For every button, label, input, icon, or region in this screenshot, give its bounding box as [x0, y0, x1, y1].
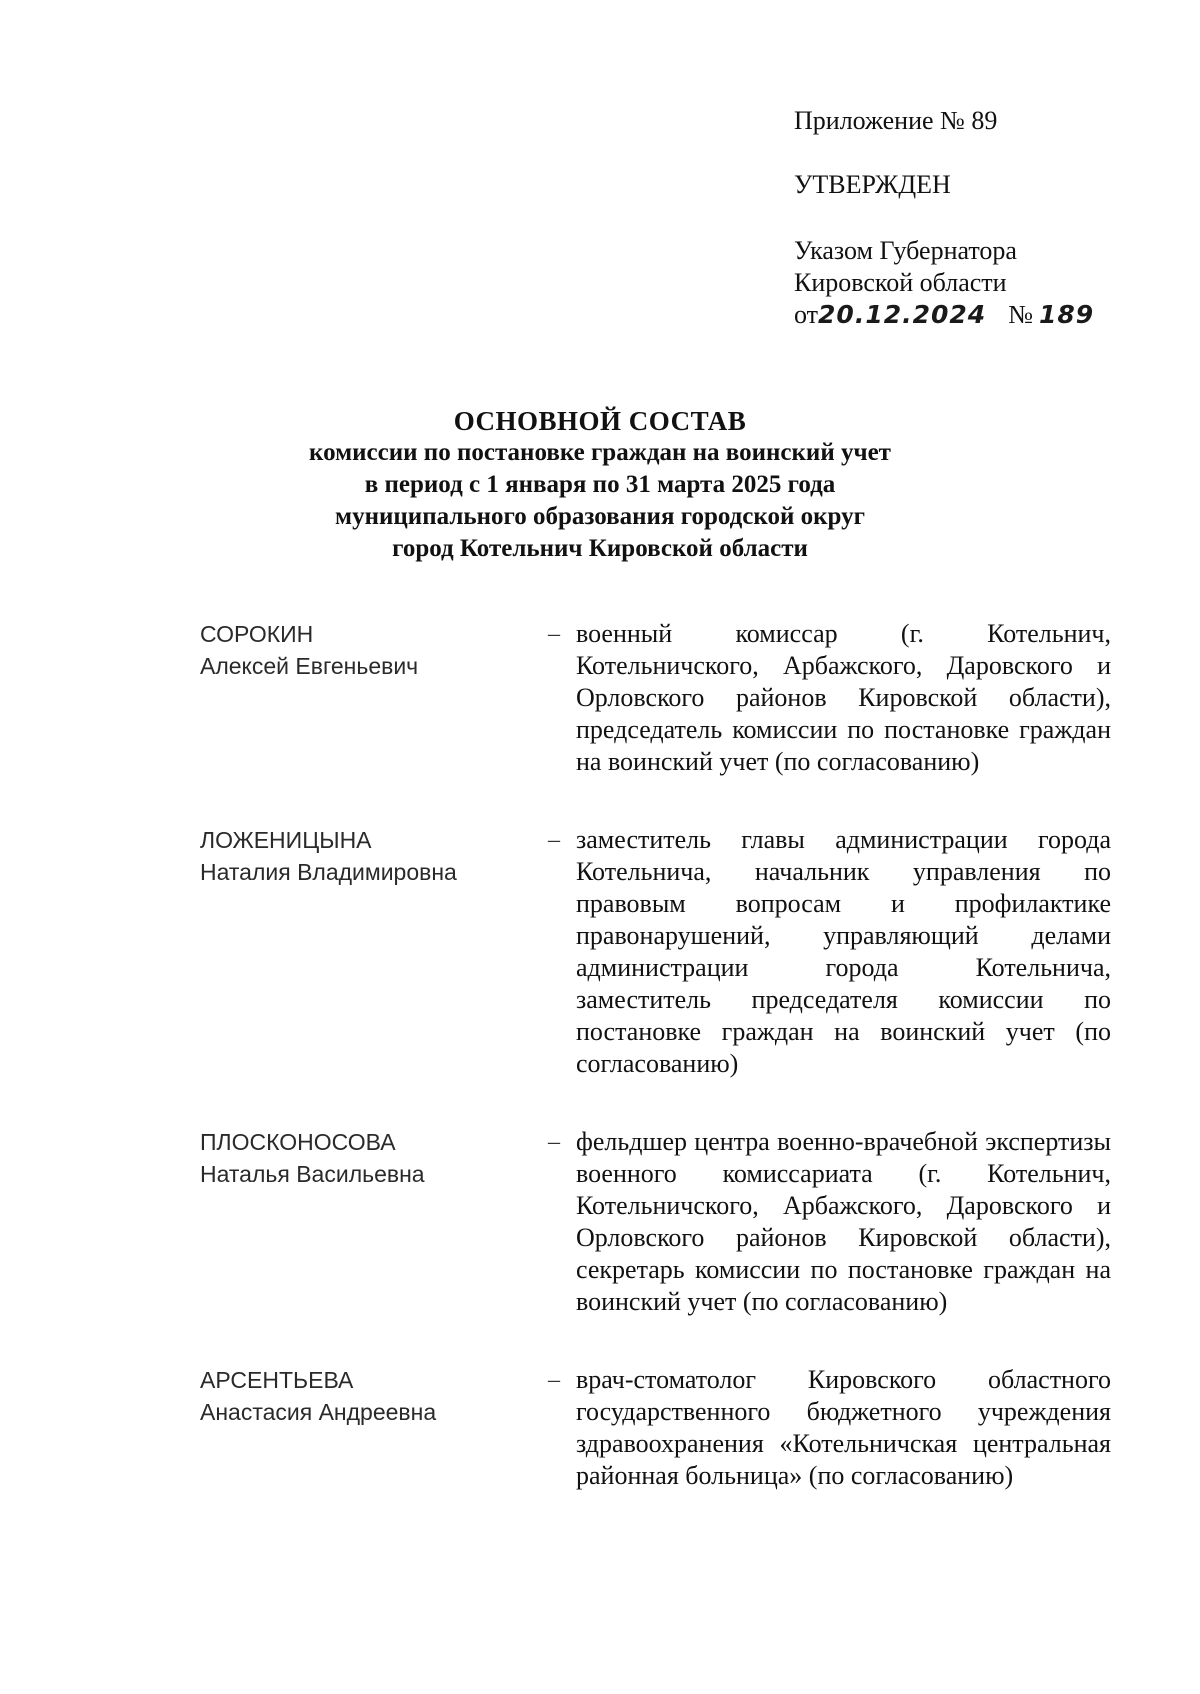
member-surname: ЛОЖЕНИЦЫНА [200, 827, 372, 853]
handwritten-number: 189 [1039, 300, 1095, 329]
decree-line-1: Указом Губернатора [794, 236, 1017, 265]
member-given-names: Наталия Владимировна [200, 859, 457, 885]
member-name [200, 1364, 548, 1428]
member-given-names: Наталья Васильевна [200, 1161, 425, 1187]
title-line-2: комиссии по постановке граждан на воинский учет [309, 439, 891, 466]
approval-header [794, 105, 1094, 331]
member-name [200, 618, 548, 682]
member-surname: СОРОКИН [200, 621, 314, 647]
document-title [0, 405, 1200, 565]
member-dash: – [548, 1129, 560, 1155]
handwritten-date: 20.12.2024 [818, 300, 987, 329]
member-surname: АРСЕНТЬЕВА [200, 1367, 354, 1393]
member-given-names: Алексей Евгеньевич [200, 653, 419, 679]
member-name [200, 824, 548, 888]
number-sign: № [1008, 300, 1033, 329]
date-prefix: от [794, 300, 819, 329]
members-list [200, 618, 1120, 1538]
member-role: военный комиссар (г. Котельнич, Котельничского, Арбажского, Даровского и Орловского районов Кировской области), председатель комиссии по постановке граждан на воинский учет (по согласованию) [576, 619, 1111, 776]
member-row [200, 618, 1120, 778]
member-name [200, 1126, 548, 1190]
member-role: врач-стоматолог Кировского областного государственного бюджетного учреждения здравоохранения «Котельничская центральная районная больница» (по согласованию) [576, 1365, 1111, 1490]
member-row [200, 1126, 1120, 1318]
member-row [200, 824, 1120, 1080]
member-role: заместитель главы администрации города Котельнича, начальник управления по правовым вопросам и профилактике правонарушений, управляющий делами администрации города Котельнича, заместитель председателя комиссии по постановке граждан на воинский учет (по согласованию) [576, 825, 1111, 1078]
member-dash: – [548, 1367, 560, 1393]
title-line-4: муниципального образования городской округ [335, 503, 865, 530]
member-row [200, 1364, 1120, 1492]
appendix-number: Приложение № 89 [794, 106, 998, 135]
title-line-5: город Котельнич Кировской области [392, 535, 808, 562]
approved-label: УТВЕРЖДЕН [794, 170, 951, 199]
member-surname: ПЛОСКОНОСОВА [200, 1129, 396, 1155]
member-role: фельдшер центра военно-врачебной экспертизы военного комиссариата (г. Котельнич, Котельничского, Арбажского, Даровского и Орловского районов Кировской области), секретарь комиссии по постановке граждан на воинский учет (по согласованию) [576, 1127, 1111, 1316]
member-dash: – [548, 827, 560, 853]
member-dash: – [548, 621, 560, 647]
title-main: ОСНОВНОЙ СОСТАВ [453, 406, 747, 436]
decree-date-line [794, 299, 1094, 331]
decree-line-2: Кировской области [794, 268, 1007, 297]
title-line-3: в период с 1 января по 31 марта 2025 года [364, 471, 836, 498]
member-given-names: Анастасия Андреевна [200, 1399, 437, 1425]
